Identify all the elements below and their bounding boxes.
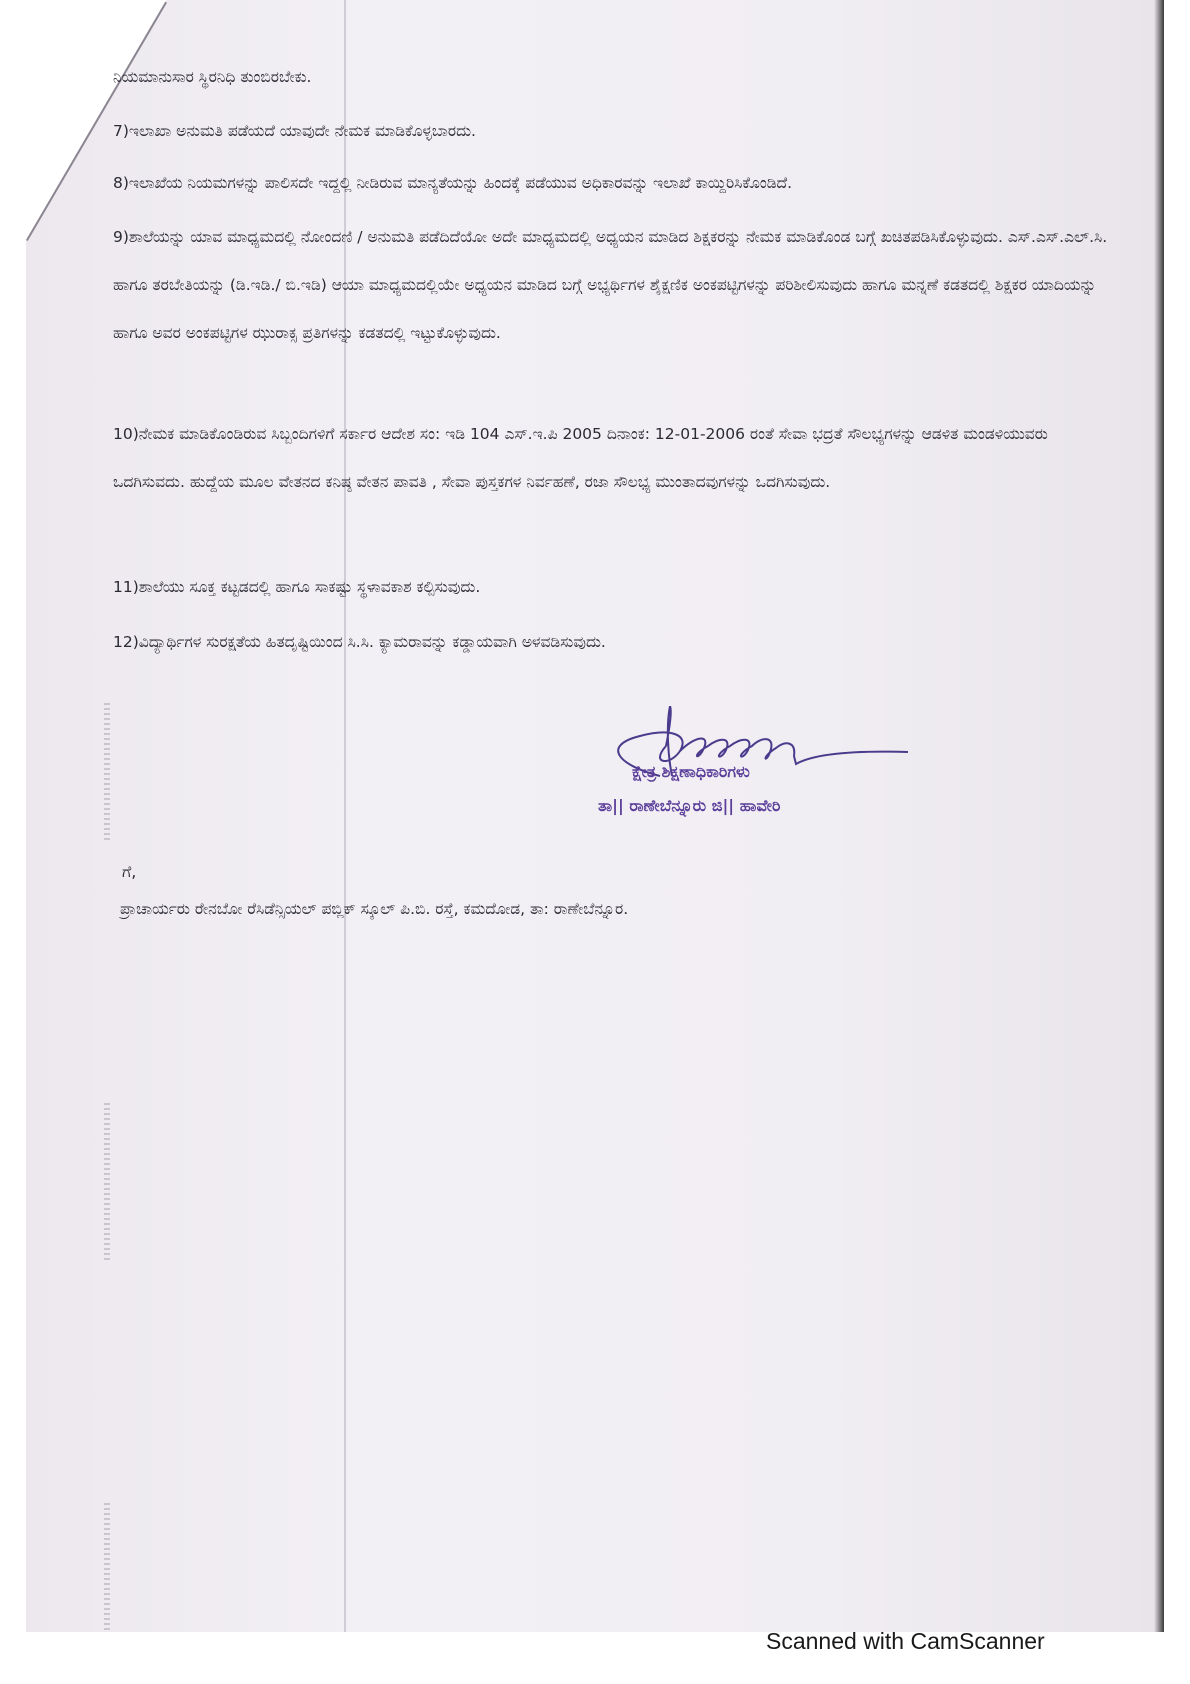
paragraph-12: 12)ವಿದ್ಯಾರ್ಥಿಗಳ ಸುರಕ್ಷತೆಯ ಹಿತದೃಷ್ಟಿಯಿಂದ ಸಿ.ಸಿ. ಕ್ಯಾಮರಾವನ್ನು ಕಡ್ಡಾಯವಾಗಿ ಅಳವಡಿಸುವುದು. xyxy=(113,633,606,651)
paragraph-7: 7)ಇಲಾಖಾ ಅನುಮತಿ ಪಡೆಯದೆ ಯಾವುದೇ ನೇಮಕ ಮಾಡಿಕೊಳ್ಳಬಾರದು. xyxy=(113,122,476,140)
signatory-place: ತಾ|| ರಾಣೇಬೆನ್ನೂರು ಜಿ|| ಹಾವೇರಿ xyxy=(598,796,781,815)
recipient-address: ಪ್ರಾಚಾರ್ಯರು ರೇನಬೋ ರೆಸಿಡೆನ್ಸಿಯಲ್ ಪಬ್ಲಿಕ್ ಸ್ಕೂಲ್ ಪಿ.ಬಿ. ರಸ್ತೆ, ಕಮದೋಡ, ತಾ: ರಾಣೇಬೆನ್ನೂರ. xyxy=(120,900,629,918)
scan-streak xyxy=(104,1500,110,1630)
camscanner-watermark: Scanned with CamScanner xyxy=(766,1628,1045,1654)
signatory-title: ಕ್ಷೇತ್ರ ಶಿಕ್ಷಣಾಧಿಕಾರಿಗಳು xyxy=(632,762,750,781)
scan-streak xyxy=(104,1100,110,1260)
paragraph-10: 10)ನೇಮಕ ಮಾಡಿಕೊಂಡಿರುವ ಸಿಬ್ಬಂದಿಗಳಿಗೆ ಸರ್ಕಾರ ಆದೇಶ ಸಂ: ಇಡಿ 104 ಎಸ್.ಇ.ಪಿ 2005 ದಿನಾಂಕ: 12-01-2006 ರಂತೆ ಸೇವಾ ಭದ್ರತೆ ಸೌಲಭ್ಯಗಳನ್ನು ಆಡಳಿತ ಮಂಡಳಿಯುವರು ಒದಗಿಸುವದು. ಹುದ್ದೆಯ ಮೂಲ ವೇತನದ ಕನಿಷ್ಠ ವೇತನ ಪಾವತಿ , ಸೇವಾ ಪುಸ್ತಕಗಳ ನಿರ್ವಹಣೆ, ರಜಾ ಸೌಲಭ್ಯ ಮುಂತಾದವುಗಳನ್ನು ಒದಗಿಸುವುದು. xyxy=(113,425,1048,491)
paragraph-9: 9)ಶಾಲೆಯನ್ನು ಯಾವ ಮಾಧ್ಯಮದಲ್ಲಿ ನೋಂದಣಿ / ಅನುಮತಿ ಪಡೆದಿದೆಯೋ ಅದೇ ಮಾಧ್ಯಮದಲ್ಲಿ ಅಧ್ಯಯನ ಮಾಡಿದ ಶಿಕ್ಷಕರನ್ನು ನೇಮಕ ಮಾಡಿಕೊಂಡ ಬಗ್ಗೆ ಖಚಿತಪಡಿಸಿಕೊಳ್ಳುವುದು. ಎಸ್.ಎಸ್.ಎಲ್.ಸಿ. ಹಾಗೂ ತರಬೇತಿಯನ್ನು (ಡಿ.ಇಡಿ./ ಬಿ.ಇಡಿ) ಆಯಾ ಮಾಧ್ಯಮದಲ್ಲಿಯೇ ಅಧ್ಯಯನ ಮಾಡಿದ ಬಗ್ಗೆ ಅಭ್ಯರ್ಥಿಗಳ ಶೈಕ್ಷಣಿಕ ಅಂಕಪಟ್ಟಿಗಳನ್ನು ಪರಿಶೀಲಿಸುವುದು ಹಾಗೂ ಮನ್ನಣೆ ಕಡತದಲ್ಲಿ ಶಿಕ್ಷಕರ ಯಾದಿಯನ್ನು ಹಾಗೂ ಅವರ ಅಂಕಪಟ್ಟಿಗಳ ಝುರಾಕ್ಸ ಪ್ರತಿಗಳನ್ನು ಕಡತದಲ್ಲಿ ಇಟ್ಟುಕೊಳ್ಳುವುದು. xyxy=(113,228,1108,342)
paragraph-intro: ನಿಯಮಾನುಸಾರ ಸ್ಥಿರನಿಧಿ ತುಂಬಿರಬೇಕು. xyxy=(113,68,312,86)
paragraph-8: 8)ಇಲಾಖೆಯ ನಿಯಮಗಳನ್ನು ಪಾಲಿಸದೇ ಇದ್ದಲ್ಲಿ ನೀಡಿರುವ ಮಾನ್ಯತೆಯನ್ನು ಹಿಂದಕ್ಕೆ ಪಡೆಯುವ ಅಧಿಕಾರವನ್ನು ಇಲಾಖೆ ಕಾಯ್ದಿರಿಸಿಕೊಂಡಿದೆ. xyxy=(113,174,793,192)
paragraph-11: 11)ಶಾಲೆಯು ಸೂಕ್ತ ಕಟ್ಟಡದಲ್ಲಿ ಹಾಗೂ ಸಾಕಷ್ಟು ಸ್ಥಳಾವಕಾಶ ಕಲ್ಪಿಸುವುದು. xyxy=(113,578,481,596)
scan-streak xyxy=(104,700,110,840)
paper-edge-shadow xyxy=(1154,0,1164,1632)
to-label: ಗೆ, xyxy=(122,862,137,881)
